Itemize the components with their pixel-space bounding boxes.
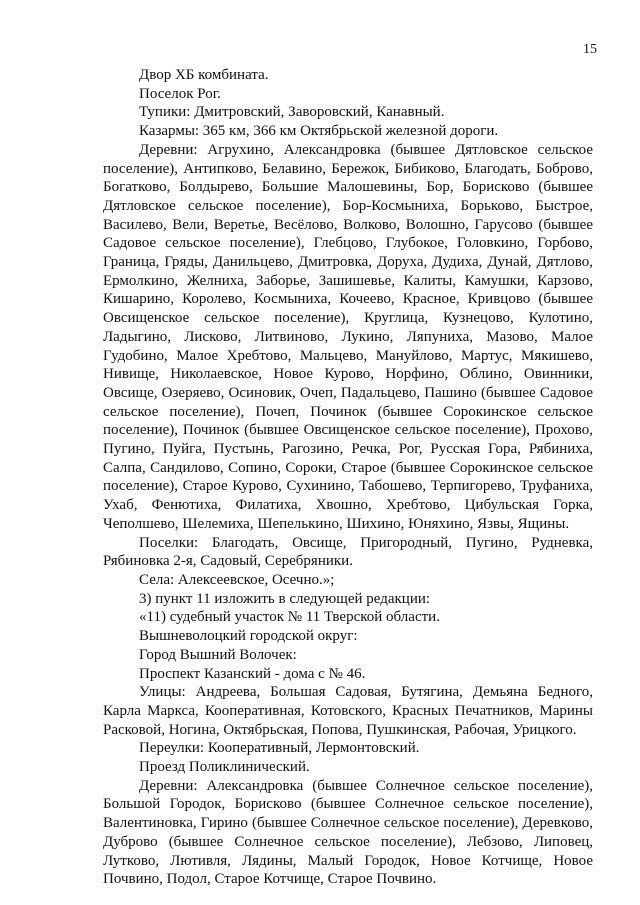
document-body bbox=[103, 66, 593, 889]
paragraph: Проспект Казанский - дома с № 46. bbox=[139, 665, 366, 682]
paragraph: «11) судебный участок № 11 Тверской области. bbox=[139, 609, 440, 626]
paragraph: Двор ХБ комбината. bbox=[139, 67, 269, 83]
paragraph: Казармы: 365 км, 366 км Октябрьской железной дороги. bbox=[139, 123, 499, 140]
paragraph: Улицы: Андреева, Большая Садовая, Бутягина, Демьяна Бедного, Карла Маркса, Кооперативная, Котовского, Красных Печатников, Марины Расковой, Ногина, Октябрьская, Попова, Пушкинская, Рабочая, Урицкого. bbox=[103, 684, 593, 738]
paragraph: Села: Алексеевское, Осечно.»; bbox=[139, 571, 335, 588]
paragraph: Переулки: Кооперативный, Лермонтовский. bbox=[139, 740, 420, 757]
paragraph: Деревни: Агрухино, Александровка (бывшее Дятловское сельское поселение), Антипково, Белавино, Бережок, Бибиково, Благодать, Боброво, Богатково, Болдырево, Большие Малошевины, Бор, Борисково (бывшее Дятловское сельское поселение), Бор-Космыниха, Борьково, Быстрое, Василево, Вели, Веретье, Весёлово, Волково, Волошно, Гарусово (бывшее Садовое сельское поселение), Глебцово, Глубокое, Головкино, Горбово, Граница, Гряды, Данильцево, Дмитровка, Доруха, Дудиха, Дунай, Дятлово, Ермолкино, Желниха, Заборье, Зашишевье, Калиты, Камушки, Карзово, Кишарино, Королево, Космыниха, Кочеево, Красное, Кривцово (бывшее Овсищенское сельское поселение), Круглица, Кузнецово, Кулотино, Ладыгино, Лисково, Литвиново, Лукино, Ляпуниха, Мазово, Малое Гудобино, Малое Хребтово, Мальцево, Мануйлово, Мартус, Мякишево, Нивище, Николаевское, Новое Курово, Норфино, Облино, Овинники, Овсище, Озеряево, Осиновик, Очеп, Падальцево, Пашино (бывшее Садовое сельское поселение), Почеп, Починок (бывшее Сорокинское сельское поселение), Починок (бывшее Овсищенское сельское поселение), Прохово, Пугино, Пуйга, Пустынь, Рагозино, Речка, Рог, Русская Гора, Рябиниха, Салпа, Сандилово, Сопино, Сороки, Старое (бывшее Сорокинское сельское поселение), Старое Курово, Сухинино, Табошево, Терпигорево, Труфаниха, Ухаб, Фенютиха, Филатиха, Хвошно, Хребтово, Цибульская Горка, Чеполшево, Шелемиха, Шепелькино, Шихино, Юняхино, Язвы, Ящины. bbox=[103, 141, 593, 532]
paragraph: Проезд Поликлинический. bbox=[139, 759, 310, 776]
paragraph: Поселки: Благодать, Овсище, Пригородный, Пугино, Рудневка, Рябиновка 2-я, Садовый, Серебряники. bbox=[103, 534, 593, 570]
page-number: 15 bbox=[583, 42, 597, 57]
paragraph: 3) пункт 11 изложить в следующей редакции: bbox=[139, 590, 431, 607]
paragraph: Вышневолоцкий городской округ: bbox=[139, 628, 358, 645]
paragraph: Поселок Рог. bbox=[139, 85, 221, 102]
paragraph: Тупики: Дмитровский, Заворовский, Канавный. bbox=[139, 104, 445, 121]
paragraph: Город Вышний Волочек: bbox=[139, 646, 297, 663]
paragraph: Деревни: Александровка (бывшее Солнечное сельское поселение), Большой Городок, Борисково (бывшее Солнечное сельское поселение), Валентиновка, Гирино (бывшее Солнечное сельское поселение), Деревково, Дуброво (бывшее Солнечное сельское поселение), Лебзово, Липовец, Лутково, Лютивля, Лядины, Малый Городок, Новое Котчище, Новое Почвино, Подол, Старое Котчище, Старое Почвино. bbox=[103, 777, 593, 888]
